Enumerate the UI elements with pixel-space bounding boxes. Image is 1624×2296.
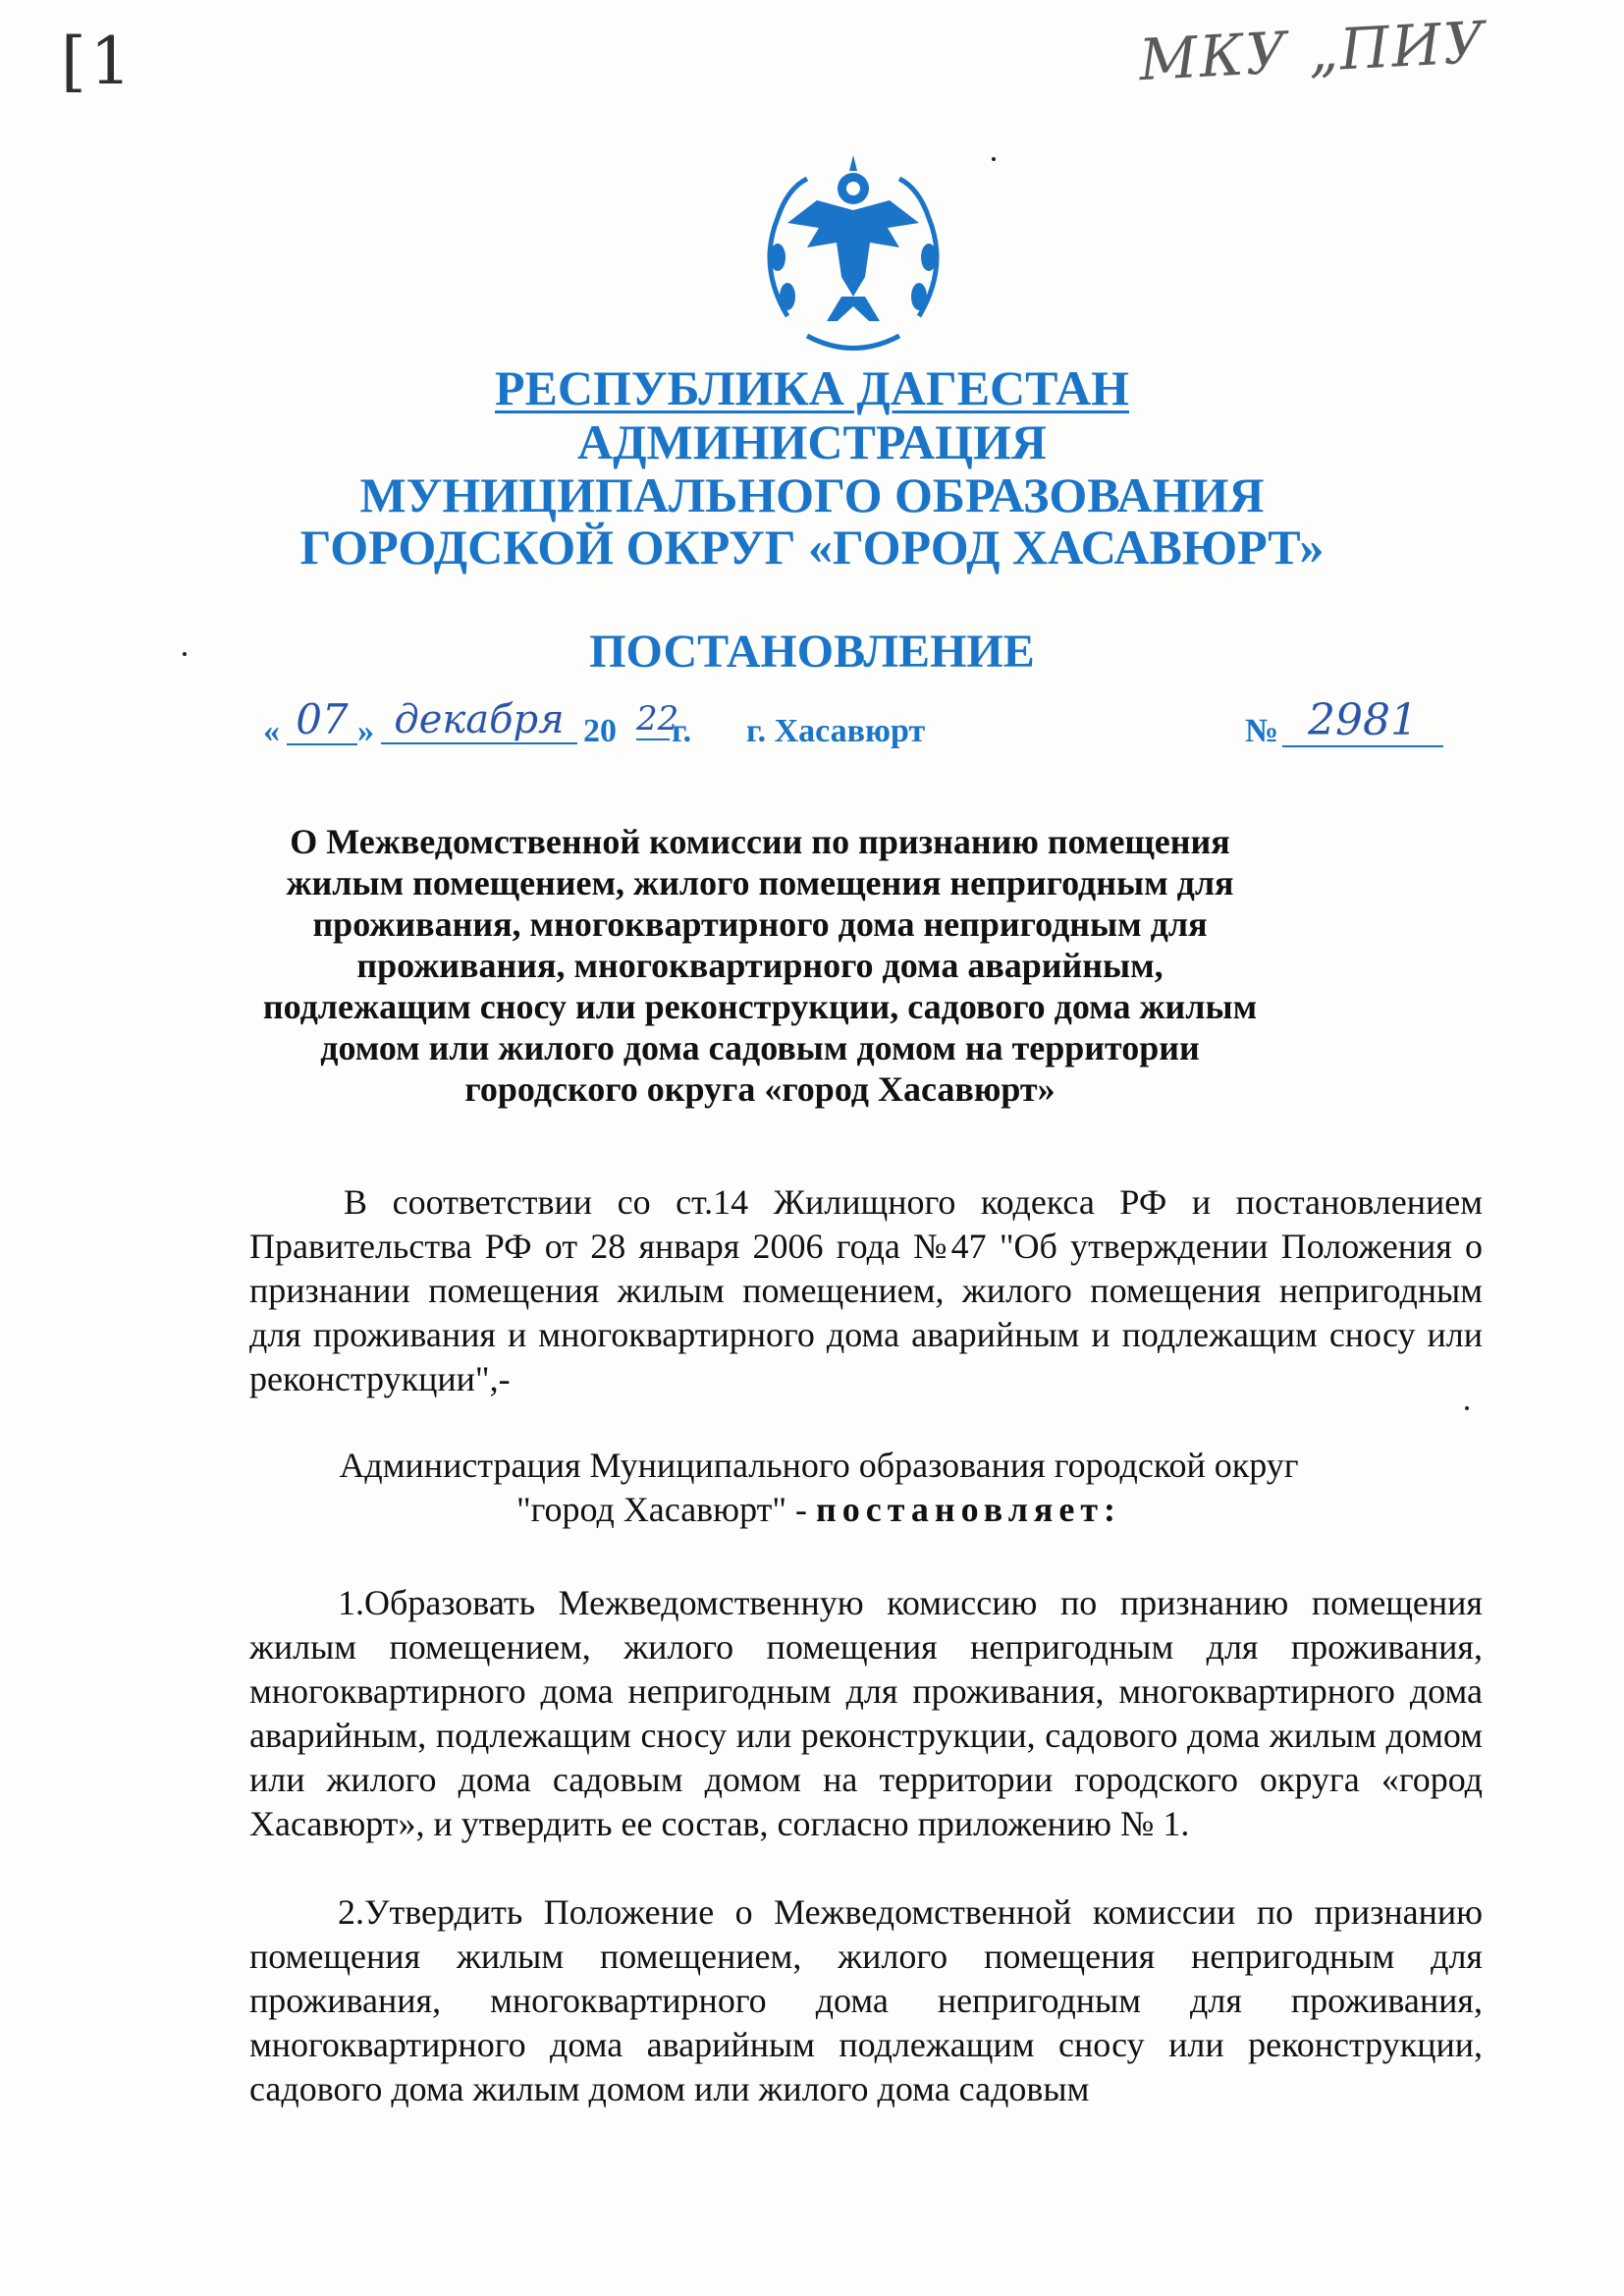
date-day-handwritten: 07 <box>287 695 357 745</box>
header-city-district: ГОРОДСКОЙ ОКРУГ «ГОРОД ХАСАВЮРТ» <box>299 519 1325 574</box>
scan-speck <box>992 157 996 161</box>
administration-line1: Администрация Муниципального образования городской округ <box>339 1446 1299 1485</box>
date-year-suffix-handwritten: 22 <box>636 699 679 738</box>
document-subject: О Межведомственной комиссии по признанию помещения жилым помещением, жилого помещения непригодным для проживания, многоквартирного дома непригодным для проживания, многоквартирного дома аварийным, подлежащим сносу или реконструкции, садового дома жилым домом или жилого дома садовым домом на территории городского округа «город Хасавюрт» <box>262 822 1258 1109</box>
scan-speck <box>183 652 187 656</box>
administration-city: "город Хасавюрт" - <box>515 1490 808 1529</box>
document-number-handwritten: 2981 <box>1282 695 1443 747</box>
header-administration: АДМИНИСТРАЦИЯ <box>577 414 1047 469</box>
header-municipality: МУНИЦИПАЛЬНОГО ОБРАЗОВАНИЯ <box>359 467 1265 522</box>
handwritten-note-right: МКУ „ПИУ <box>1137 8 1489 94</box>
item-2-paragraph: 2.Утвердить Положение о Межведомственной комиссии по признанию помещения жилым помещением, жилого помещения непригодным для проживания, многоквартирного дома непригодным для проживания, многоквартирного дома аварийным подлежащим сносу или реконструкции, садового дома жилым домом или жилого дома садовым <box>249 1892 1483 2108</box>
date-month-handwritten: декабря <box>381 697 577 744</box>
document-type-title: ПОСТАНОВЛЕНИЕ <box>589 626 1035 678</box>
header-republic: РЕСПУБЛИКА ДАГЕСТАН <box>494 360 1130 415</box>
administration-line2 <box>249 1488 1388 1532</box>
date-year-prefix: 20 <box>583 713 617 749</box>
date-close-quote: » <box>357 713 374 749</box>
item-1-paragraph: 1.Образовать Межведомственную комиссию по признанию помещения жилым помещением, жилого помещения непригодным для проживания, многоквартирного дома непригодным для проживания, многоквартирного дома аварийным, подлежащим сносу или реконструкции, садового дома жилым домом или жилого дома садовым домом на территории городского округа «город Хасавюрт», и утвердить ее состав, согласно приложению № 1. <box>249 1583 1483 1843</box>
administration-resolves <box>249 1444 1388 1532</box>
number-label: № <box>1245 713 1279 749</box>
handwritten-mark-left: [1 <box>61 24 135 99</box>
preamble-paragraph: В соответствии со ст.14 Жилищного кодекса РФ и постановлением Правительства РФ от 28 января 2006 года №47 "Об утверждении Положения о признании помещения жилым помещением, жилого помещения непригодным для проживания и многоквартирного дома аварийным и подлежащим сносу или реконструкции",- <box>249 1182 1483 1398</box>
date-year-abbrev: г. <box>672 713 692 749</box>
city-name: г. Хасавюрт <box>746 713 926 749</box>
coat-of-arms-emblem <box>748 149 958 367</box>
resolves-word: постановляет: <box>816 1490 1122 1529</box>
date-number-row <box>0 695 1624 764</box>
date-open-quote: « <box>263 713 280 749</box>
scan-speck <box>1465 1406 1469 1410</box>
